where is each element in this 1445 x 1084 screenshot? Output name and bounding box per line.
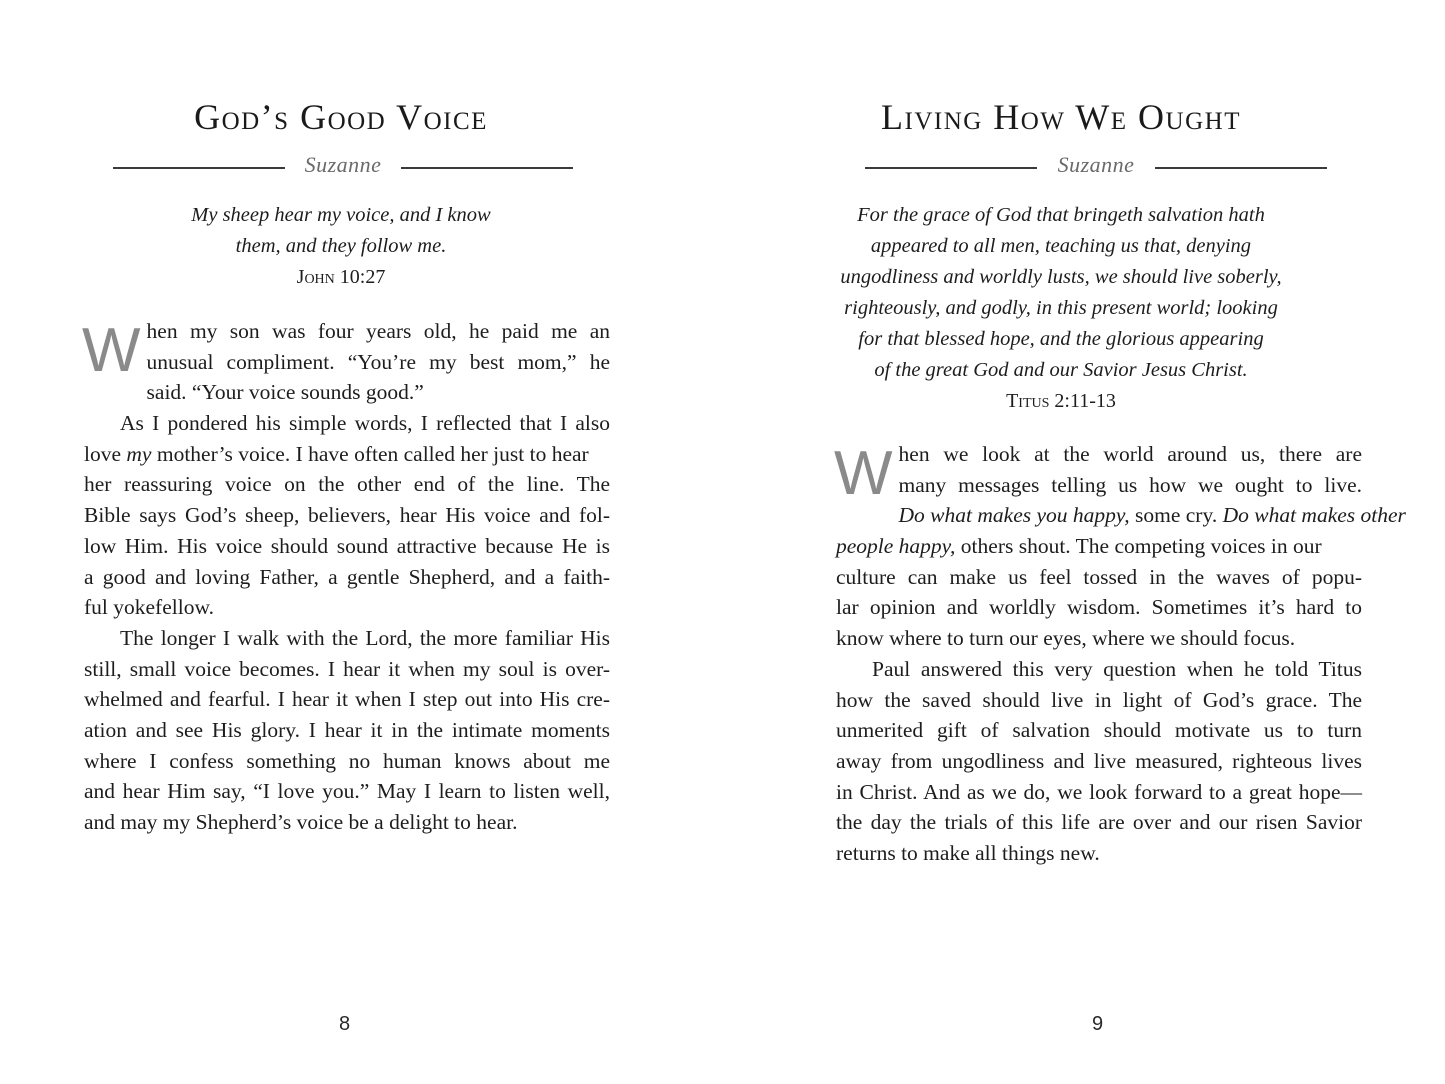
divider-rule bbox=[401, 167, 573, 169]
body-line bbox=[836, 531, 1362, 562]
emphasis-text: people happy, bbox=[836, 534, 956, 559]
scripture-verse bbox=[700, 200, 1422, 417]
author-name: Suzanne bbox=[304, 152, 382, 177]
body-line: away from ungodliness and live measured, righteous lives bbox=[836, 748, 1362, 773]
body-text-span: others shout. The competing voices in our bbox=[955, 534, 1322, 559]
page-number: 8 bbox=[339, 1013, 351, 1035]
body-line: whelmed and fearful. I hear it when I step out into His cre- bbox=[84, 687, 610, 712]
verse-line: My sheep hear my voice, and I know bbox=[191, 204, 491, 226]
verse-line: ungodliness and worldly lusts, we should live soberly, bbox=[840, 266, 1282, 288]
body-text-span: some cry. bbox=[1129, 503, 1223, 528]
verse-line: For the grace of God that bringeth salvation hath bbox=[857, 204, 1265, 226]
body-line: Paul answered this very question when he told Titus bbox=[872, 656, 1362, 681]
left-page bbox=[0, 0, 722, 1084]
drop-cap: W bbox=[834, 439, 893, 508]
verse-line: righteously, and godly, in this present world; looking bbox=[844, 297, 1278, 319]
body-line: The longer I walk with the Lord, the more familiar His bbox=[120, 625, 610, 650]
body-line: the day the trials of this life are over and our risen Savior bbox=[836, 810, 1362, 835]
body-line bbox=[84, 439, 610, 470]
author-byline bbox=[865, 150, 1327, 182]
verse-line: them, and they follow me. bbox=[235, 235, 447, 257]
body-line: low Him. His voice should sound attractive because He is bbox=[84, 533, 610, 558]
verse-line: appeared to all men, teaching us that, denying bbox=[870, 235, 1252, 257]
body-text-span: love bbox=[84, 441, 127, 466]
body-line: where I confess something no human knows about me bbox=[84, 748, 610, 773]
page-number: 9 bbox=[1092, 1013, 1104, 1035]
verse-reference: John 10:27 bbox=[296, 266, 386, 288]
body-line: know where to turn our eyes, where we should focus. bbox=[836, 626, 1296, 651]
body-line: As I pondered his simple words, I reflected that I also bbox=[120, 411, 610, 436]
body-line: unusual compliment. “You’re my best mom,” he bbox=[146, 349, 610, 374]
verse-line: of the great God and our Savior Jesus Christ. bbox=[874, 359, 1248, 381]
body-line: still, small voice becomes. I hear it when my soul is over- bbox=[84, 656, 610, 681]
body-line: said. “Your voice sounds good.” bbox=[146, 380, 424, 405]
emphasis-text: my bbox=[126, 441, 152, 466]
body-line: and may my Shepherd’s voice be a delight to hear. bbox=[84, 810, 518, 834]
body-line: unmerited gift of salvation should motivate us to turn bbox=[836, 718, 1362, 743]
verse-reference: Titus 2:11-13 bbox=[1006, 390, 1116, 412]
body-line: hen my son was four years old, he paid me an bbox=[146, 319, 610, 343]
divider-rule bbox=[1155, 167, 1327, 169]
verse-line: for that blessed hope, and the glorious appearing bbox=[858, 328, 1264, 350]
drop-cap: W bbox=[82, 316, 141, 385]
body-line: returns to make all things new. bbox=[836, 840, 1100, 865]
body-line: ation and see His glory. I hear it in the intimate moments bbox=[84, 717, 610, 742]
page-title: Living How We Ought bbox=[881, 97, 1241, 137]
body-line: and hear Him say, “I love you.” May I learn to listen well, bbox=[84, 779, 610, 804]
body-line: culture can make us feel tossed in the waves of popu- bbox=[836, 564, 1362, 589]
page-title: God’s Good Voice bbox=[194, 97, 488, 137]
body-line: lar opinion and worldly wisdom. Sometimes it’s hard to bbox=[836, 595, 1362, 620]
body-line: how the saved should live in light of God’s grace. The bbox=[836, 687, 1362, 712]
scripture-verse bbox=[0, 200, 702, 293]
author-byline bbox=[113, 150, 573, 182]
emphasis-text: Do what makes you happy, bbox=[898, 503, 1130, 528]
right-page bbox=[722, 0, 1444, 1084]
body-line: Bible says God’s sheep, believers, hear His voice and fol- bbox=[84, 503, 610, 528]
body-line: a good and loving Father, a gentle Shepherd, and a faith- bbox=[84, 564, 610, 589]
body-text bbox=[84, 316, 610, 838]
body-line: hen we look at the world around us, there are bbox=[898, 442, 1362, 466]
body-line: her reassuring voice on the other end of the line. The bbox=[84, 472, 610, 497]
body-line: in Christ. And as we do, we look forward to a great hope— bbox=[836, 779, 1362, 804]
body-line: ful yokefellow. bbox=[84, 595, 214, 620]
emphasis-text: Do what makes other bbox=[1222, 503, 1406, 528]
body-line: many messages telling us how we ought to live. bbox=[898, 472, 1362, 497]
body-text bbox=[834, 439, 1406, 869]
body-text-span: mother’s voice. I have often called her just to hear bbox=[151, 441, 589, 466]
body-line bbox=[836, 500, 1406, 531]
author-name: Suzanne bbox=[1057, 152, 1135, 177]
